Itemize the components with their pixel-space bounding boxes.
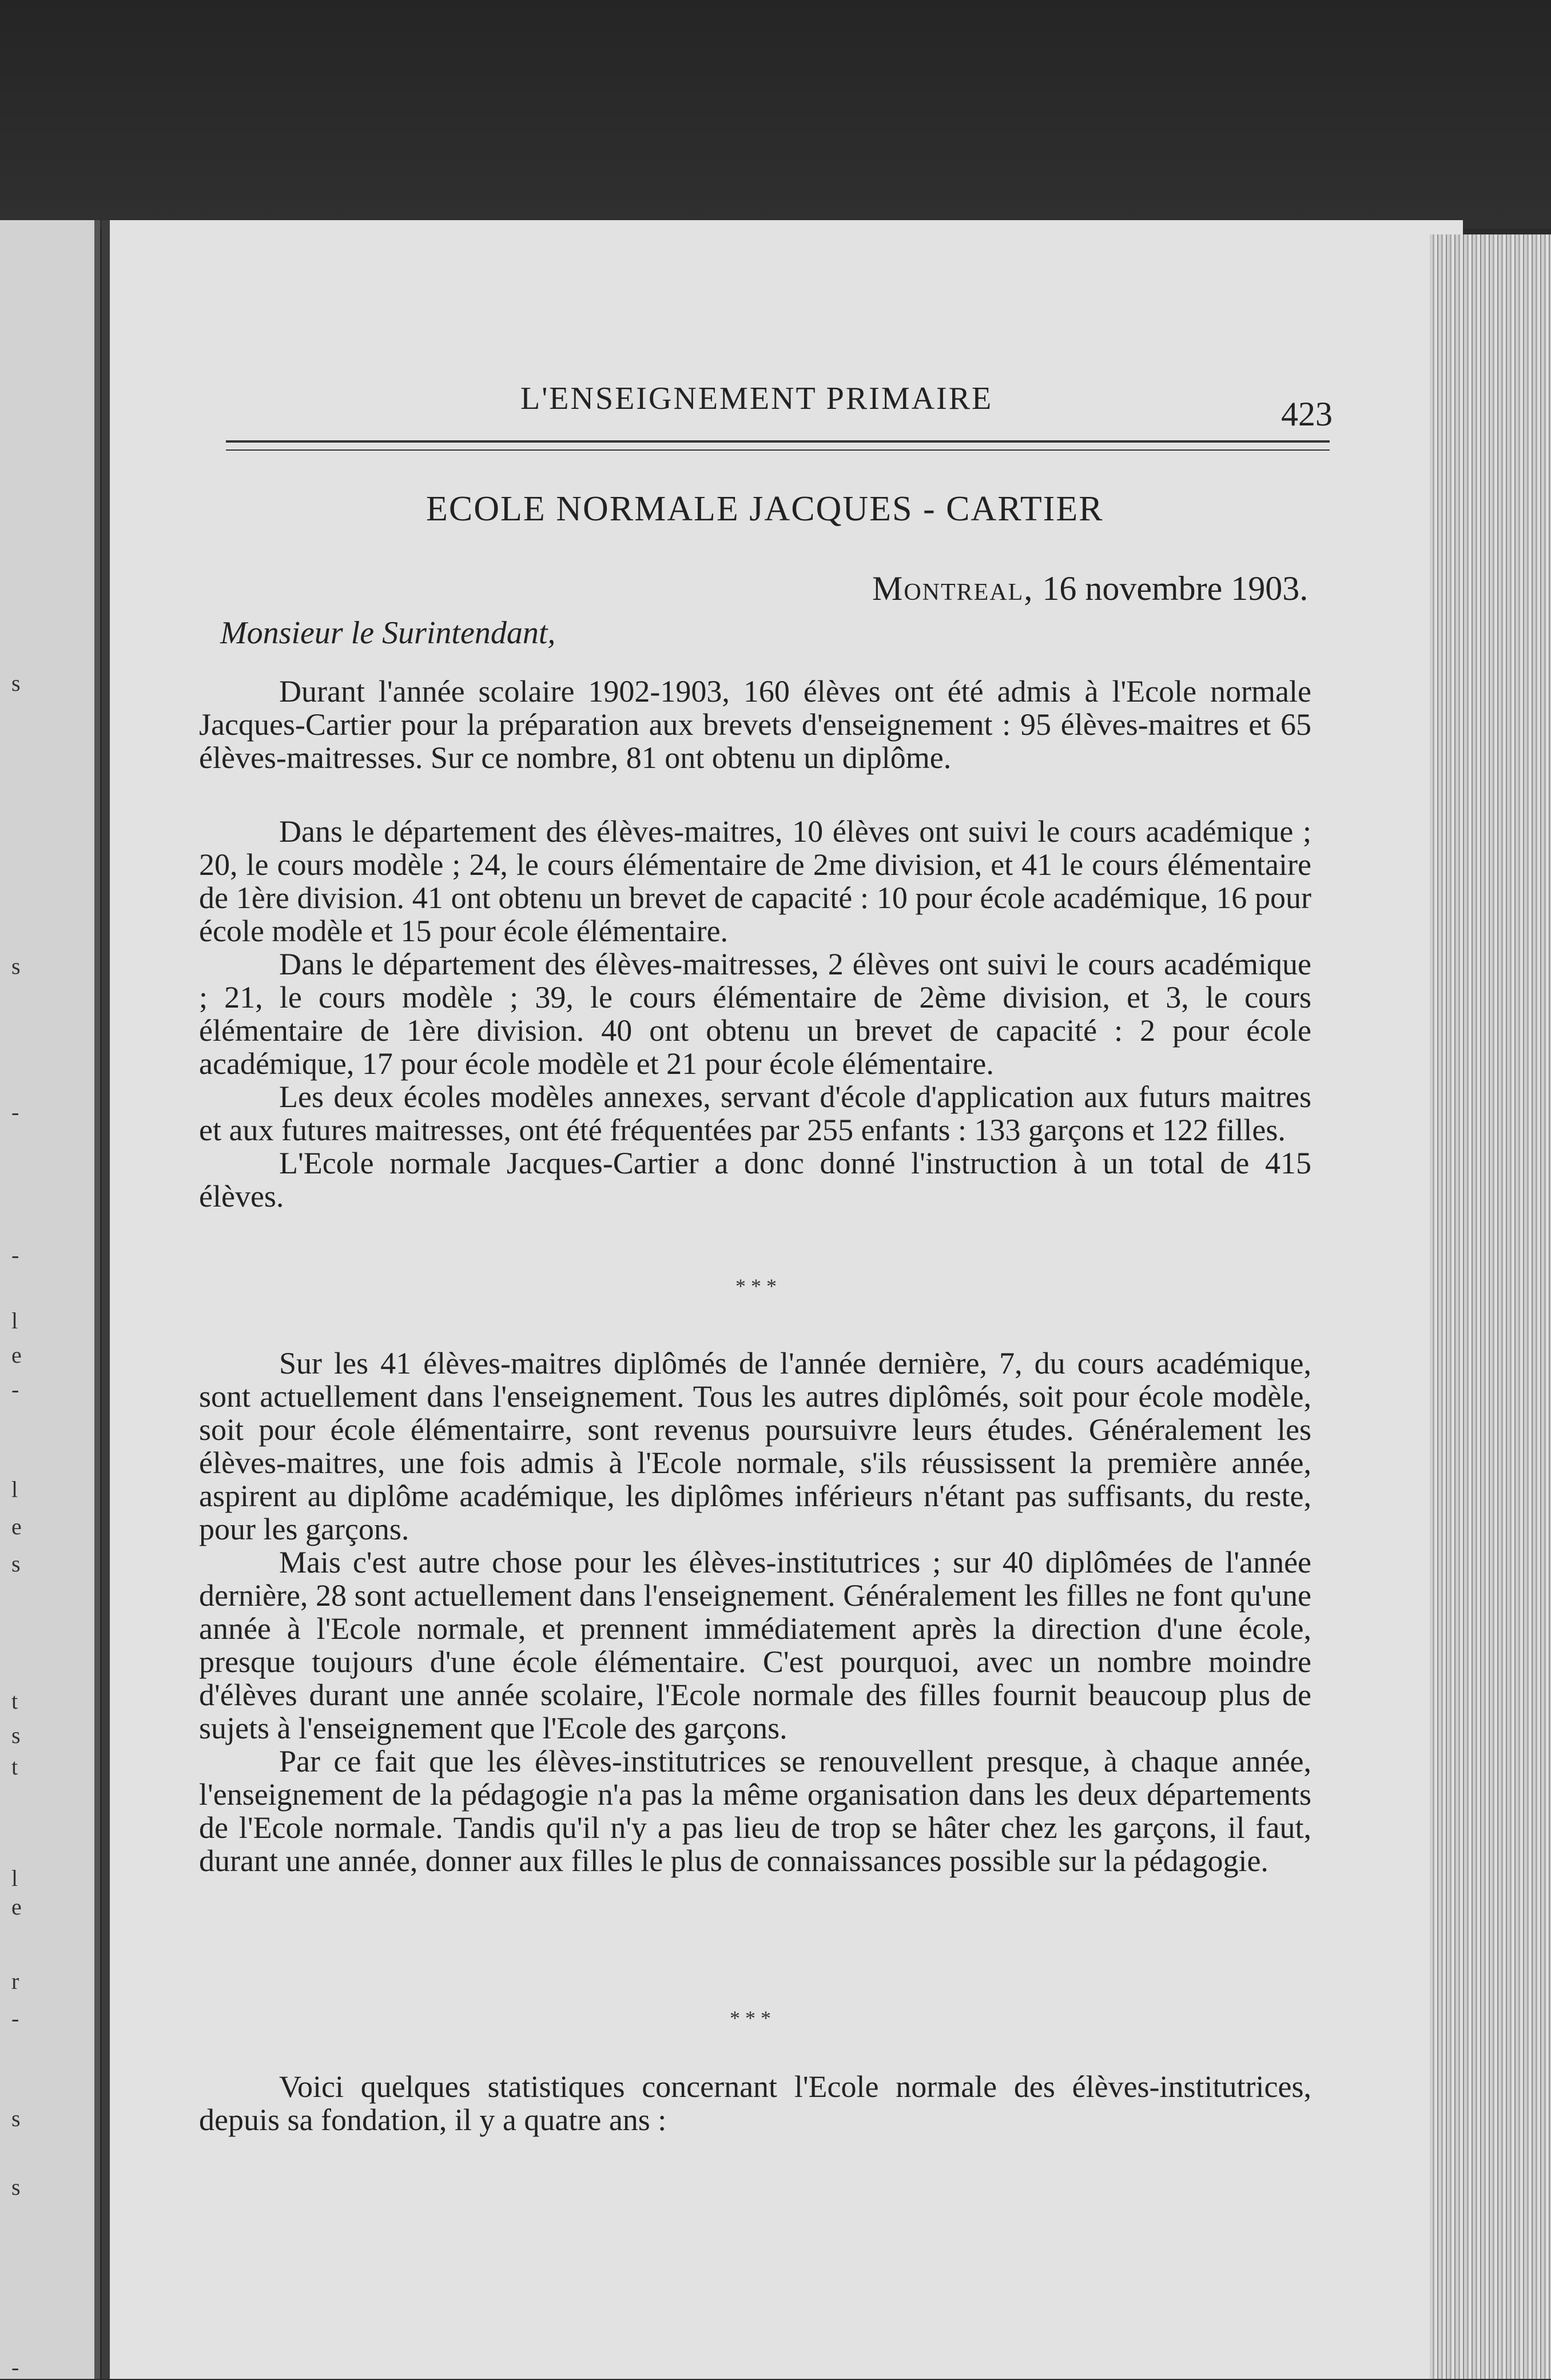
facing-page-fragment: - [11,1099,19,1125]
dateline-date: 16 novembre 1903. [1042,570,1309,607]
section-separator [722,1275,790,1298]
facing-page-fragment: l [11,1865,18,1891]
facing-page-fragment: - [11,1242,19,1268]
dateline [872,569,1308,608]
facing-page-fragment: s [11,2106,21,2131]
separator-glyphs: * * * [735,1275,777,1298]
text-block-statistics [199,2070,1311,2136]
book-page [102,220,1463,2379]
paragraph: L'Ecole normale Jacques-Cartier a donc donné l'instruction à un total de 415 élèves. [199,1146,1311,1213]
facing-page-fragment: t [11,1688,18,1714]
facing-page-fragment: e [11,1894,22,1920]
dateline-place: Montreal, [872,570,1034,607]
separator-glyphs: * * * [730,2007,771,2029]
salutation: Monsieur le Surintendant, [220,615,556,651]
facing-page-fragment: l [11,1308,18,1334]
paragraph: Voici quelques statistiques concernant l'Ecole normale des élèves-institutrices, depuis sa fondation, il y a quatre ans : [199,2069,1311,2137]
facing-page-fragment: e [11,1514,22,1539]
text-block-departments [199,815,1311,1213]
text-block-graduates [199,1347,1311,1877]
facing-page-fragment: e [11,1342,22,1368]
article-title: ECOLE NORMALE JACQUES - CARTIER [426,489,1104,528]
header-rule-thin [226,449,1330,451]
facing-page-fragment: - [11,1376,19,1402]
page-stack-edge [1430,234,1551,2379]
paragraph: Sur les 41 élèves-maitres diplômés de l'année dernière, 7, du cours académique, sont actuellement dans l'enseignement. Tous les autres diplômés, soit pour école modèle, soit pour école élémentairre, sont revenus poursuivre leurs études. Généralement les élèves-maitres, une fois admis à l'Ecole normale, s'ils réussissent la première année, aspirent au diplôme académique, les diplômes inférieurs n'étant pas suffisants, du reste, pour les garçons. [199,1346,1311,1546]
section-separator [716,2007,785,2029]
text-block-intro [199,675,1311,774]
facing-page-fragment: l [11,1476,18,1502]
facing-page-fragment: s [11,670,21,696]
paragraph: Par ce fait que les élèves-institutrices se renouvellent presque, à chaque année, l'enseignement de la pédagogie n'a pas la même organisation dans les deux départements de l'Ecole normale. Tandis qu'il n'y a pas lieu de trop se hâter chez les garçons, il faut, durant une année, donner aux filles le plus de connaissances possible sur la pédagogie. [199,1744,1311,1878]
paragraph: Mais c'est autre chose pour les élèves-institutrices ; sur 40 diplômées de l'année dernière, 28 sont actuellement dans l'enseignement. Généralement les filles ne font qu'une année à l'Ecole normale, et prennent immédiatement après la direction d'une école, presque toujours d'une école élémentaire. C'est pourquoi, avec un nombre moindre d'élèves durant une année scolaire, l'Ecole normale des filles fournit beaucoup plus de sujets à l'enseignement que l'Ecole des garçons. [199,1545,1311,1745]
facing-page-fragment: s [11,2174,21,2200]
facing-page-fragment: s [11,1551,21,1577]
paragraph: Durant l'année scolaire 1902-1903, 160 élèves ont été admis à l'Ecole normale Jacques-Cartier pour la préparation aux brevets d'enseignement : 95 élèves-maitres et 65 élèves-maitresses. Sur ce nombre, 81 ont obtenu un diplôme. [199,674,1311,775]
facing-page-edge [0,220,100,2379]
page-number: 423 [1281,395,1333,433]
facing-page-fragment: t [11,1754,18,1780]
facing-page-fragment: s [11,953,21,979]
facing-page-fragment: - [11,2354,19,2380]
header-rule [226,440,1330,443]
facing-page-fragment: r [11,1968,19,1994]
paragraph: Dans le département des élèves-maitresses, 2 élèves ont suivi le cours académique ; 21, le cours modèle ; 39, le cours élémentaire de 2ème division, et 3, le cours élémentaire de 1ère division. 40 ont obtenu un brevet de capacité : 2 pour école académique, 17 pour école modèle et 21 pour école élémentaire. [199,947,1311,1081]
facing-page-fragment: s [11,1722,21,1748]
facing-page-fragment: - [11,2005,19,2031]
paragraph: Dans le département des élèves-maitres, 10 élèves ont suivi le cours académique ; 20, le cours modèle ; 24, le cours élémentaire de 2me division, et 41 le cours élémentaire de 1ère division. 41 ont obtenu un brevet de capacité : 10 pour école académique, 16 pour école modèle et 15 pour école élémentaire. [199,814,1311,948]
running-head: L'ENSEIGNEMENT PRIMAIRE [520,381,993,416]
paragraph: Les deux écoles modèles annexes, servant d'école d'application aux futurs maitres et aux futures maitresses, ont été fréquentées par 255 enfants : 133 garçons et 122 filles. [199,1080,1311,1147]
scan-background [0,0,1551,229]
